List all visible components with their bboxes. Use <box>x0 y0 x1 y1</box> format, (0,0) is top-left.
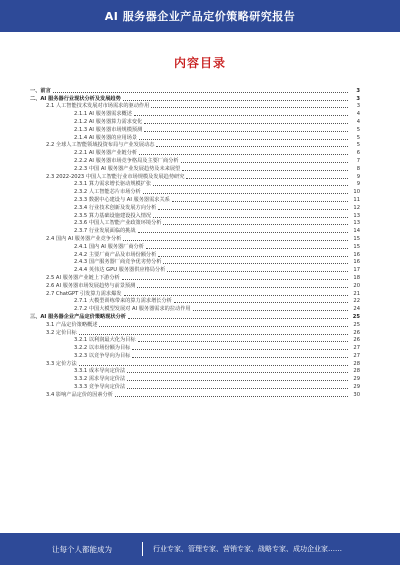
toc-entry[interactable] <box>30 312 360 320</box>
toc-entry-title: 2.4 国内 AI 服务器产业竞争分析 <box>46 235 122 242</box>
toc-entry[interactable] <box>30 109 360 117</box>
toc-dot-leader <box>146 248 348 249</box>
toc-dot-leader <box>143 193 348 194</box>
toc-dot-leader <box>127 388 348 389</box>
toc-page-number: 27 <box>353 352 360 359</box>
report-header-bar <box>0 0 400 32</box>
toc-entry-title: 2.4.1 国内 AI 服务器厂商分析 <box>74 243 144 250</box>
toc-entry-title: 2.4.3 国产服务器厂商竞争优劣势分析 <box>74 259 162 266</box>
toc-dot-leader <box>151 107 348 108</box>
toc-page-number: 10 <box>353 189 360 196</box>
toc-page-number: 7 <box>356 157 360 164</box>
toc-entry[interactable] <box>30 133 360 141</box>
toc-dot-leader <box>132 357 348 358</box>
toc-entry-title: 2.1.1 AI 服务器需求概述 <box>74 111 132 118</box>
toc-entry-title: 2.4.2 主要厂商产品及市场份额分析 <box>74 251 157 258</box>
toc-entry[interactable] <box>30 374 360 382</box>
toc-page-number: 18 <box>353 274 360 281</box>
toc-entry-title: 2.7.1 大模型训练带来的算力需求增长分析 <box>74 298 172 305</box>
toc-entry[interactable] <box>30 117 360 125</box>
toc-dot-leader <box>137 287 348 288</box>
toc-entry[interactable] <box>30 250 360 258</box>
toc-page-number: 22 <box>353 298 360 305</box>
toc-dot-leader <box>128 318 348 319</box>
toc-entry-title: 3.2.2 以市场份额为目标 <box>74 345 131 352</box>
toc-dot-leader <box>158 209 348 210</box>
toc-entry-title: 2.3.2 人工智能芯片市场分析 <box>74 189 141 196</box>
toc-entry-title: 2.6 AI 服务器市场发展趋势与前景预测 <box>46 282 136 289</box>
toc-page-number: 13 <box>353 212 360 219</box>
toc-page-number: 9 <box>356 181 360 188</box>
toc-entry-title: 二、AI 服务器行业现状分析及发展趋势 <box>30 95 121 102</box>
toc-entry-title: 3.3.1 成本导向定价法 <box>74 368 126 375</box>
toc-page-number: 3 <box>356 87 360 94</box>
toc-entry[interactable] <box>30 211 360 219</box>
toc-dot-leader <box>79 334 348 335</box>
toc-entry[interactable] <box>30 180 360 188</box>
toc-entry-title: 2.2.2 AI 服务器市场竞争格局及主要厂商分析 <box>74 157 179 164</box>
toc-dot-leader <box>163 263 348 264</box>
toc-entry[interactable] <box>30 156 360 164</box>
toc-dot-leader <box>153 217 348 218</box>
toc-page-number: 24 <box>353 306 360 313</box>
toc-dot-leader <box>139 139 348 140</box>
toc-entry[interactable] <box>30 273 360 281</box>
toc-entry-title: 2.3.5 算力基础设施建设投入情况 <box>74 212 152 219</box>
toc-dot-leader <box>127 372 348 373</box>
toc-page-number: 15 <box>353 243 360 250</box>
toc-dot-leader <box>123 100 348 101</box>
toc-entry-title: 3.3.2 需求导向定价法 <box>74 376 126 383</box>
toc-entry[interactable] <box>30 351 360 359</box>
toc-dot-leader <box>174 302 348 303</box>
footer-divider <box>142 542 143 556</box>
toc-dot-leader <box>158 256 348 257</box>
toc-entry-title: 2.2 全球人工智能领域投资布局与产业发展动态 <box>46 142 155 149</box>
toc-dot-leader <box>193 310 348 311</box>
table-of-contents <box>30 86 360 506</box>
toc-dot-leader <box>156 146 348 147</box>
footer-expert-list: 行业专家、管理专家、营销专家、战略专家、成功企业家…… <box>153 545 342 553</box>
toc-page-number: 3 <box>356 95 360 102</box>
toc-entry[interactable] <box>30 164 360 172</box>
toc-dot-leader <box>144 131 348 132</box>
toc-page-number: 6 <box>356 150 360 157</box>
toc-page-number: 21 <box>353 290 360 297</box>
toc-page-number: 8 <box>356 165 360 172</box>
toc-dot-leader <box>181 162 348 163</box>
footer-slogan: 让每个人都能成为 <box>52 544 112 554</box>
toc-page-number: 26 <box>353 329 360 336</box>
toc-heading: 内容目录 <box>173 56 226 70</box>
toc-page-number: 3 <box>356 103 360 110</box>
toc-dot-leader <box>79 365 348 366</box>
toc-dot-leader <box>99 326 348 327</box>
toc-entry[interactable] <box>30 242 360 250</box>
toc-entry-title: 2.1.3 AI 服务器市场规模预测 <box>74 126 143 133</box>
toc-entry[interactable] <box>30 148 360 156</box>
toc-dot-leader <box>182 170 348 171</box>
toc-dot-leader <box>138 341 348 342</box>
toc-page-number: 26 <box>353 337 360 344</box>
toc-page-number: 15 <box>353 235 360 242</box>
toc-dot-leader <box>123 240 348 241</box>
toc-entry[interactable] <box>30 297 360 305</box>
toc-page-number: 9 <box>356 173 360 180</box>
toc-dot-leader <box>115 396 348 397</box>
toc-entry[interactable] <box>30 203 360 211</box>
toc-entry-title: 2.3.6 中国人工智能产业政策环境分析 <box>74 220 162 227</box>
toc-entry-title: 三、AI 服务器企业产品定价策略现状分析 <box>30 313 126 320</box>
toc-dot-leader <box>134 115 348 116</box>
toc-dot-leader <box>53 92 348 93</box>
toc-entry-title: 2.7.2 中国大模型发展对 AI 服务器需求的拉动作用 <box>74 306 191 313</box>
toc-page-number: 11 <box>353 196 360 203</box>
toc-dot-leader <box>122 279 348 280</box>
toc-entry[interactable] <box>30 359 360 367</box>
toc-dot-leader <box>172 201 348 202</box>
report-title: AI 服务器企业产品定价策略研究报告 <box>104 10 296 23</box>
toc-entry-title: 2.3.7 行业发展面临的挑战 <box>74 228 136 235</box>
toc-entry-title: 2.3.3 数据中心建设与 AI 服务器需求关系 <box>74 196 170 203</box>
toc-page-number: 29 <box>353 376 360 383</box>
toc-page-number: 30 <box>353 391 360 398</box>
toc-entry[interactable] <box>30 304 360 312</box>
toc-entry-title: 2.3.1 算力需求增长驱动规模扩张 <box>74 181 152 188</box>
toc-page-number: 4 <box>356 118 360 125</box>
toc-entry[interactable] <box>30 343 360 351</box>
toc-dot-leader <box>153 185 348 186</box>
toc-entry[interactable] <box>30 195 360 203</box>
toc-entry[interactable] <box>30 336 360 344</box>
toc-entry-title: 2.4.4 英伟达 GPU 服务器供应格局分析 <box>74 267 166 274</box>
toc-entry[interactable] <box>30 289 360 297</box>
toc-dot-leader <box>139 154 348 155</box>
toc-entry[interactable] <box>30 234 360 242</box>
toc-entry[interactable] <box>30 320 360 328</box>
toc-entry-title: 2.2.3 中国 AI 服务器产业发展趋势及未来展望 <box>74 165 181 172</box>
footer-bar <box>0 533 400 565</box>
toc-entry-title: 3.1 产品定价策略概述 <box>46 321 98 328</box>
toc-entry-title: 3.4 影响产品定价的因素分析 <box>46 391 113 398</box>
toc-entry[interactable] <box>30 258 360 266</box>
toc-entry-title: 一、前言 <box>30 87 51 94</box>
toc-page-number: 12 <box>353 204 360 211</box>
toc-entry[interactable] <box>30 125 360 133</box>
toc-entry-title: 2.7 ChatGPT 引发算力需求爆发 <box>46 290 122 297</box>
toc-entry-title: 2.1 人工智能技术发展对市场需求的驱动作用 <box>46 103 150 110</box>
toc-dot-leader <box>138 232 348 233</box>
toc-entry-title: 2.1.4 AI 服务器的应用场景 <box>74 134 138 141</box>
toc-entry[interactable] <box>30 219 360 227</box>
toc-dot-leader <box>144 123 348 124</box>
toc-entry[interactable] <box>30 281 360 289</box>
toc-entry-title: 2.3 2022-2023 中国人工智能行业市场规模及发展趋势研究 <box>46 173 185 180</box>
toc-dot-leader <box>186 178 348 179</box>
toc-page-number: 27 <box>353 345 360 352</box>
toc-entry-title: 2.3.4 行业技术创新及发展方向分析 <box>74 204 157 211</box>
toc-entry-title: 2.1.2 AI 服务器算力需求变化 <box>74 118 143 125</box>
toc-entry[interactable] <box>30 226 360 234</box>
toc-entry[interactable] <box>30 187 360 195</box>
toc-dot-leader <box>132 349 348 350</box>
toc-page-number: 29 <box>353 384 360 391</box>
toc-page-number: 28 <box>353 368 360 375</box>
toc-page-number: 4 <box>356 111 360 118</box>
toc-dot-leader <box>124 295 349 296</box>
toc-entry[interactable] <box>30 86 360 94</box>
toc-entry-title: 2.2.1 AI 服务器产业链分析 <box>74 150 138 157</box>
toc-entry-title: 3.3 定价方法 <box>46 360 77 367</box>
toc-entry[interactable] <box>30 102 360 110</box>
toc-page-number: 16 <box>353 259 360 266</box>
toc-page-number: 13 <box>353 220 360 227</box>
toc-page-number: 5 <box>356 134 360 141</box>
toc-entry-title: 3.2.1 以利润最大化为目标 <box>74 337 136 344</box>
toc-page-number: 20 <box>353 282 360 289</box>
toc-entry[interactable] <box>30 390 360 398</box>
toc-entry-title: 2.5 AI 服务器产业链上下游分析 <box>46 274 120 281</box>
toc-page-number: 25 <box>353 321 360 328</box>
toc-page-number: 14 <box>353 228 360 235</box>
toc-page-number: 25 <box>352 313 360 320</box>
toc-page-number: 17 <box>353 267 360 274</box>
toc-page-number: 28 <box>353 360 360 367</box>
toc-entry[interactable] <box>30 328 360 336</box>
toc-dot-leader <box>167 271 348 272</box>
toc-entry[interactable] <box>30 367 360 375</box>
toc-dot-leader <box>163 224 348 225</box>
toc-entry[interactable] <box>30 382 360 390</box>
toc-entry[interactable] <box>30 172 360 180</box>
toc-entry[interactable] <box>30 141 360 149</box>
toc-entry-title: 3.2.3 以竞争导向为目标 <box>74 352 131 359</box>
toc-entry[interactable] <box>30 265 360 273</box>
toc-page-number: 5 <box>356 126 360 133</box>
toc-entry-title: 3.3.3 竞争导向定价法 <box>74 384 126 391</box>
toc-entry-title: 3.2 定价目标 <box>46 329 77 336</box>
toc-dot-leader <box>127 380 348 381</box>
toc-page-number: 16 <box>353 251 360 258</box>
toc-page-number: 5 <box>356 142 360 149</box>
toc-entry[interactable] <box>30 94 360 102</box>
